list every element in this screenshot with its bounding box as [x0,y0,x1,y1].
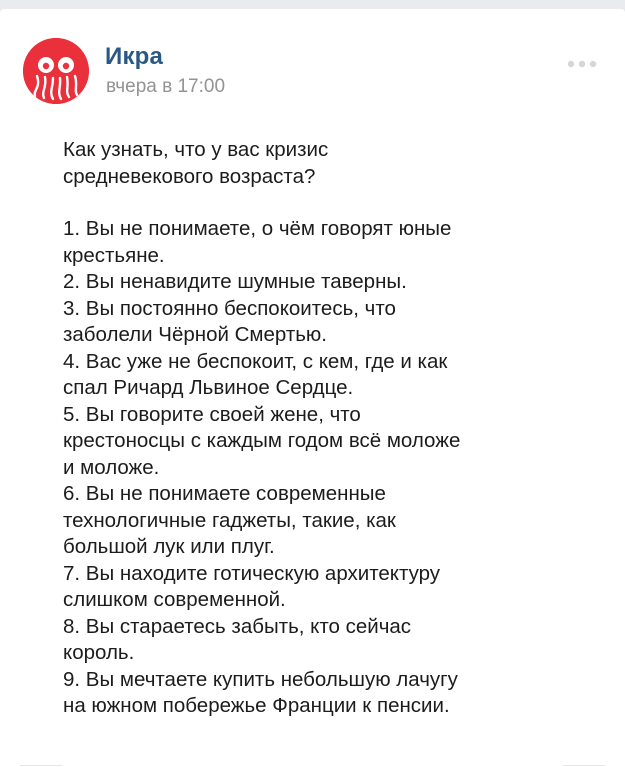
post-title: Как узнать, что у вас кризис средневекового возраста? [63,138,329,188]
octopus-logo [23,38,89,104]
post-text [63,137,583,720]
bottom-divider-left [20,765,62,766]
list-item: 4. Вас уже не беспокоит, с кем, где и как спал Ричард Львиное Сердце. [63,349,448,399]
post-time[interactable]: вчера в 17:00 [106,76,226,97]
list-item: 5. Вы говорите своей жене, что крестоносцы с каждым годом всё моложе и моложе. [63,402,461,479]
list-item: 3. Вы постоянно беспокоитесь, что заболели Чёрной Смертью. [63,296,396,346]
author-avatar[interactable] [23,38,89,104]
more-dots-icon[interactable] [564,57,600,71]
more-dots-glyph [564,57,600,71]
list-item: 1. Вы не понимаете, о чём говорят юные крестьяне. [63,217,452,267]
list-item: 2. Вы ненавидите шумные таверны. [63,270,407,293]
post-card [0,9,625,767]
list-item: 7. Вы находите готическую архитектуру слишком современной. [63,561,441,611]
author-name[interactable]: Икра [105,43,164,70]
list-item: 8. Вы стараетесь забыть, кто сейчас король. [63,614,412,664]
post-list [63,216,583,720]
list-item: 9. Вы мечтаете купить небольшую лачугу на южном побережье Франции к пенсии. [63,667,458,717]
list-item: 6. Вы не понимаете современные технологичные гаджеты, такие, как большой лук или плуг. [63,482,396,558]
bottom-divider-right [563,765,605,766]
